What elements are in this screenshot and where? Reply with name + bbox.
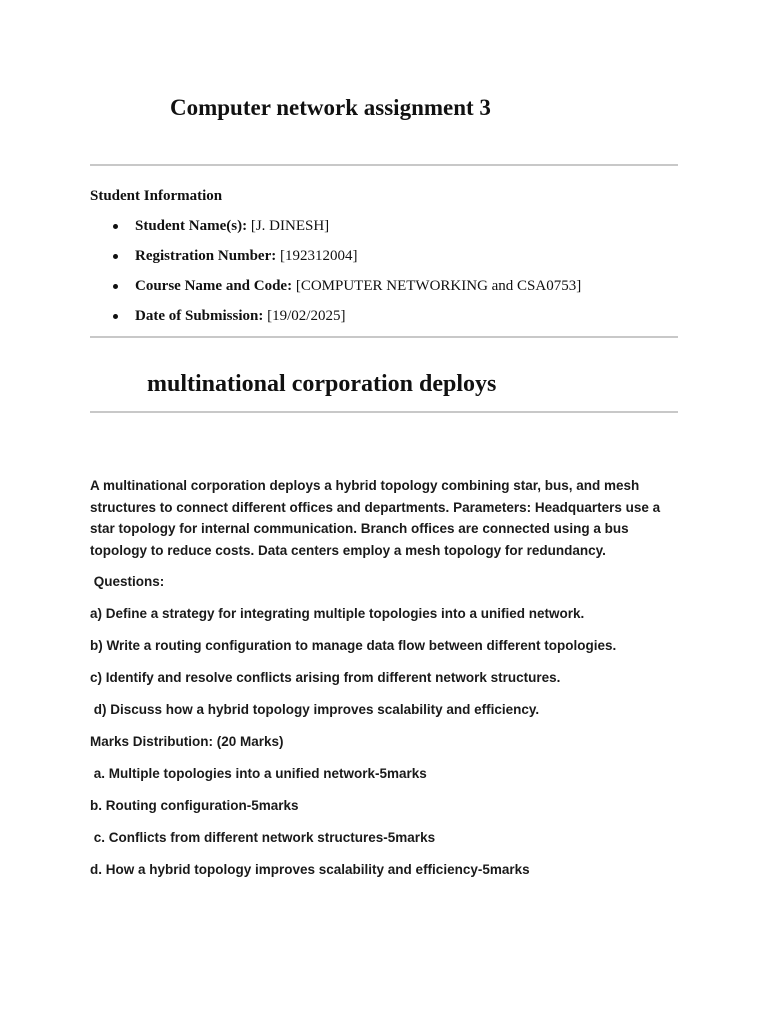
question-item: c) Identify and resolve conflicts arising from different network structures.: [90, 669, 561, 685]
marks-item: a. Multiple topologies into a unified network-5marks: [90, 765, 427, 781]
student-info-item: [90, 246, 581, 276]
info-label: Date of Submission:: [135, 308, 264, 324]
marks-item: c. Conflicts from different network structures-5marks: [90, 829, 436, 845]
intro-paragraph: A multinational corporation deploys a hybrid topology combining star, bus, and mesh structures to connect different offices and departments. Parameters: Headquarters use a star topology for internal communication. Branch offices are connected using a bus topology to reduce costs. Data centers employ a mesh topology for redundancy.: [90, 478, 661, 559]
section-heading: multinational corporation deploys: [147, 371, 497, 397]
assignment-body: [90, 475, 680, 892]
info-label: Course Name and Code:: [135, 278, 293, 294]
document-title: Computer network assignment 3: [170, 95, 491, 120]
info-value: [COMPUTER NETWORKING and CSA0753]: [292, 278, 582, 294]
divider: [90, 164, 678, 166]
divider: [90, 411, 678, 413]
bullet-icon: [113, 254, 118, 259]
bullet-icon: [113, 224, 118, 229]
marks-item: d. How a hybrid topology improves scalability and efficiency-5marks: [90, 861, 530, 877]
student-info-item: [90, 216, 581, 246]
marks-label: Marks Distribution: (20 Marks): [90, 733, 284, 749]
divider: [90, 336, 678, 338]
info-label: Registration Number:: [135, 248, 277, 264]
questions-label: Questions:: [90, 573, 165, 589]
info-label: Student Name(s):: [135, 218, 248, 234]
student-info-heading: Student Information: [90, 188, 223, 204]
question-item: a) Define a strategy for integrating multiple topologies into a unified network.: [90, 605, 585, 621]
question-item: b) Write a routing configuration to manage data flow between different topologies.: [90, 637, 617, 653]
question-item: d) Discuss how a hybrid topology improves scalability and efficiency.: [90, 701, 540, 717]
bullet-icon: [113, 314, 118, 319]
student-info-item: [90, 306, 581, 336]
marks-item: b. Routing configuration-5marks: [90, 797, 299, 813]
info-value: [19/02/2025]: [263, 308, 346, 324]
student-info-list: [90, 216, 581, 336]
info-value: [192312004]: [276, 248, 358, 264]
info-value: [J. DINESH]: [247, 218, 330, 234]
bullet-icon: [113, 284, 118, 289]
student-info-item: [90, 276, 581, 306]
